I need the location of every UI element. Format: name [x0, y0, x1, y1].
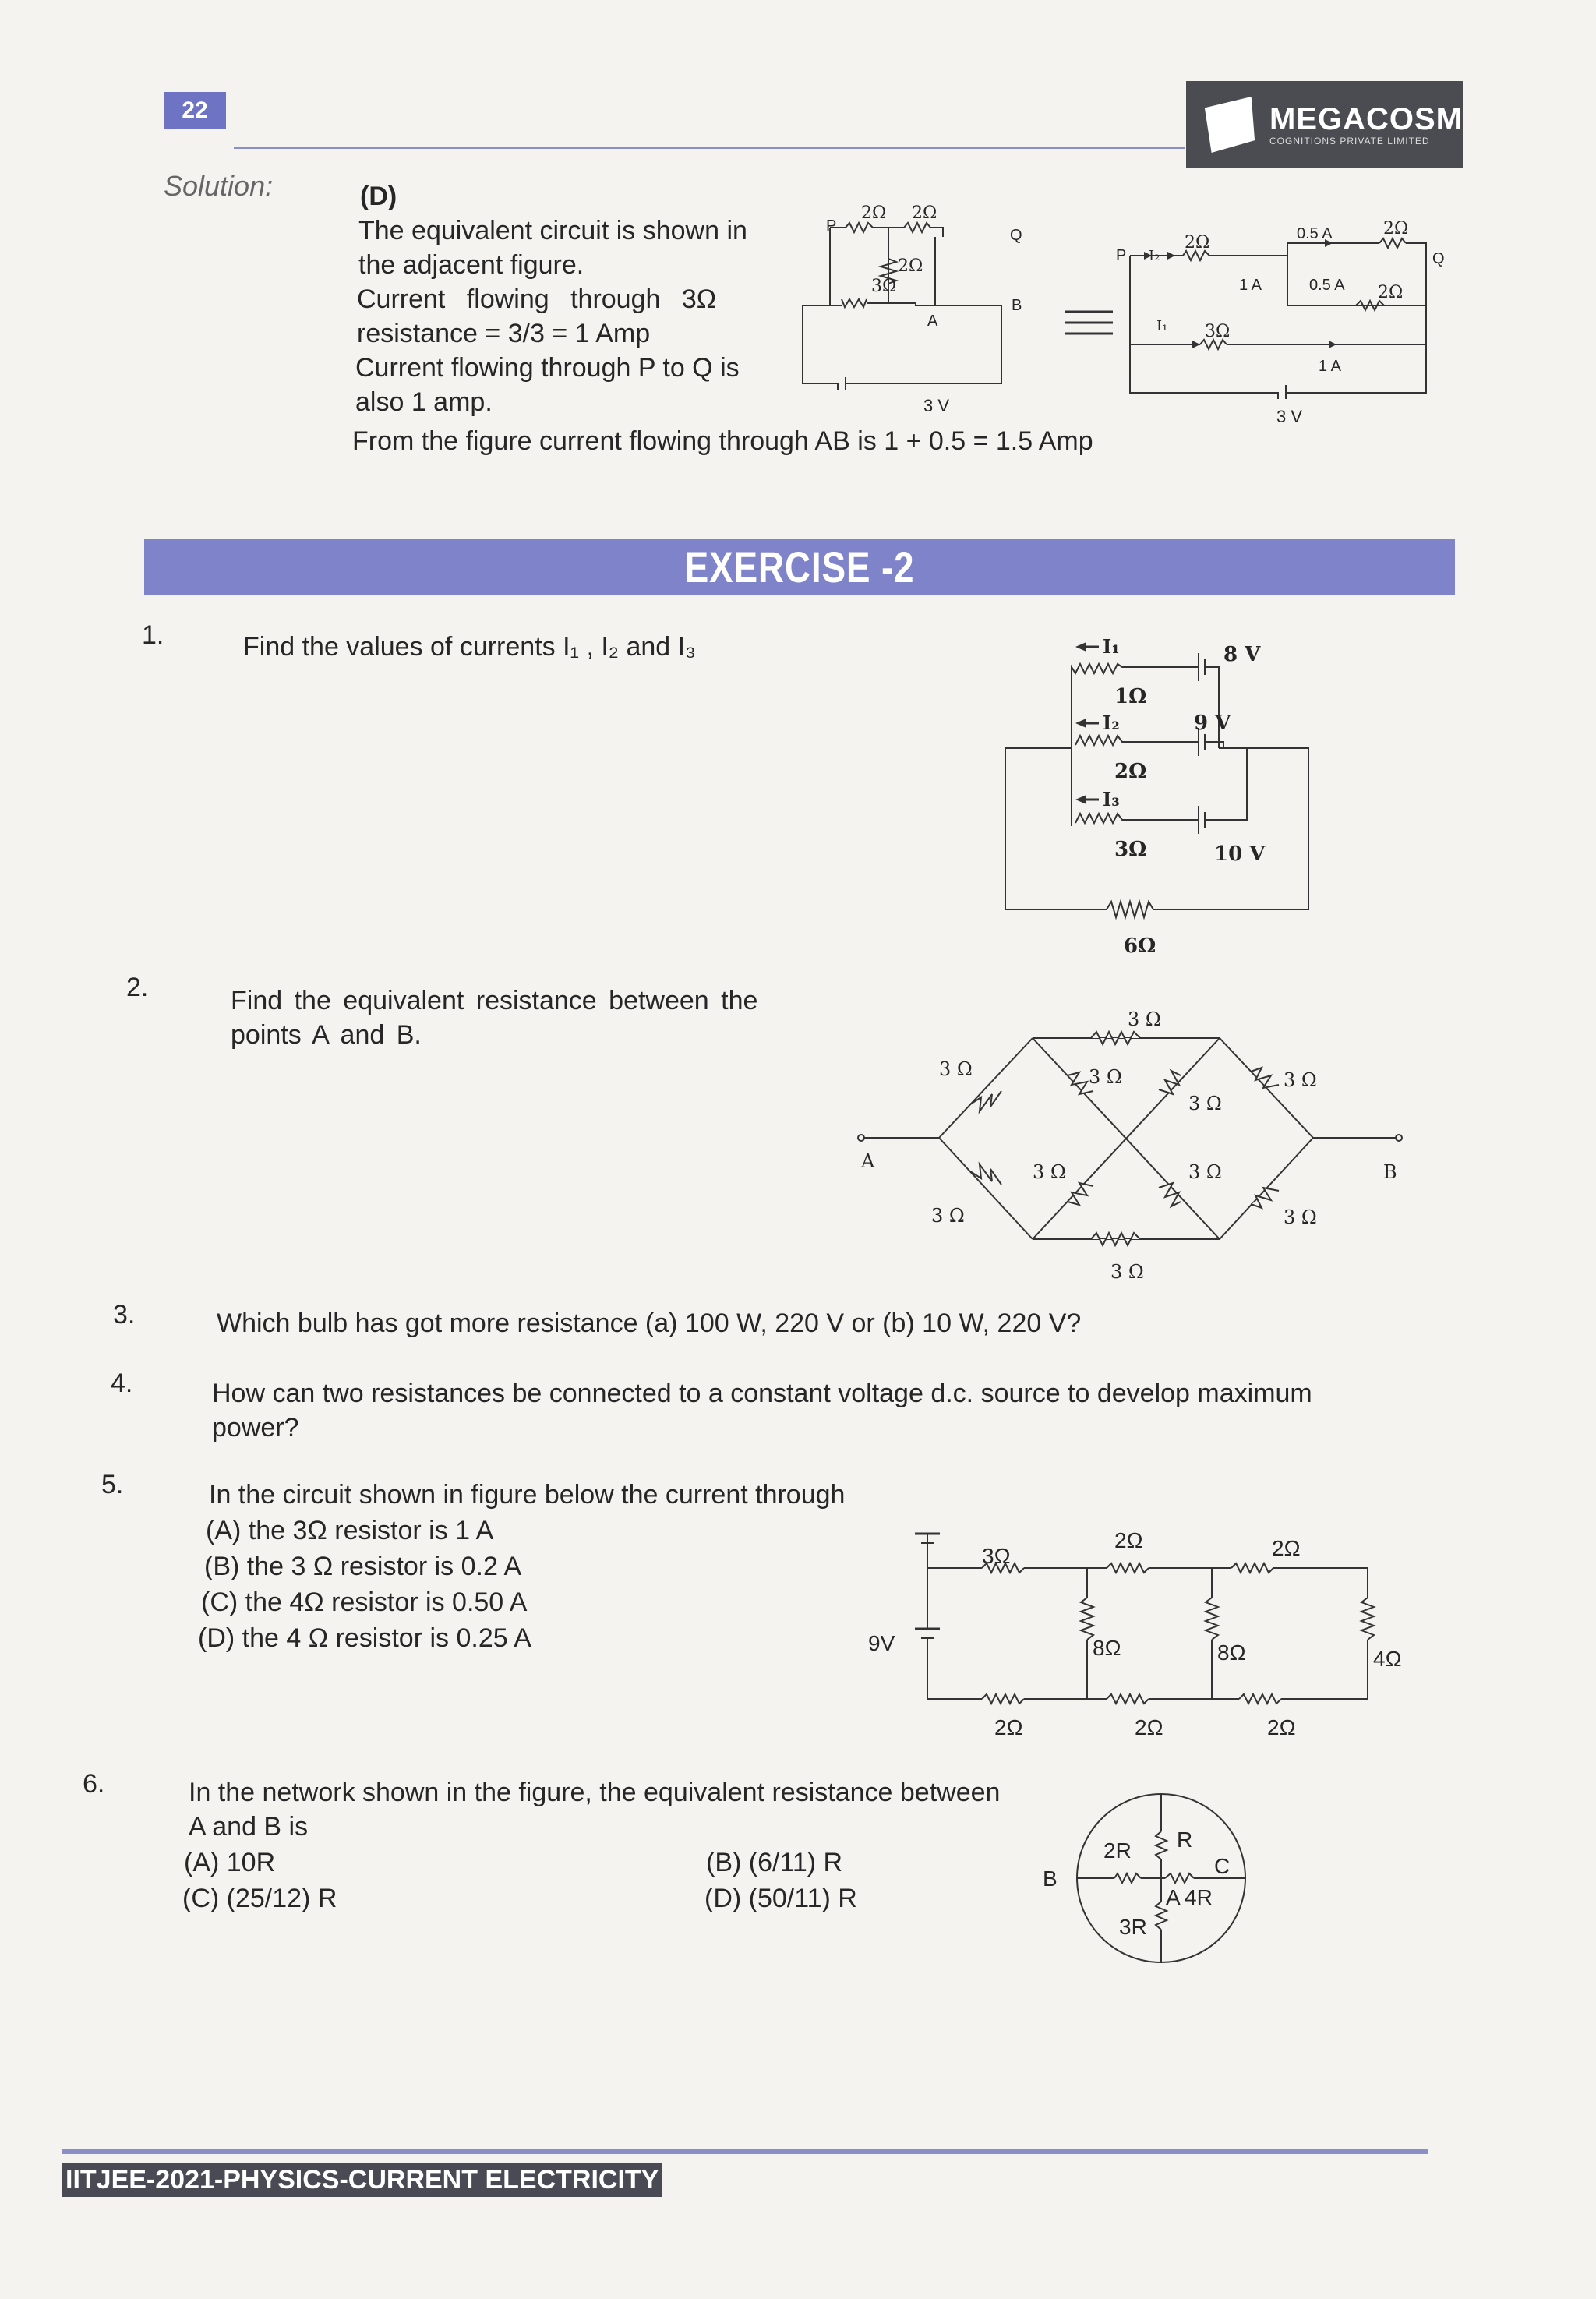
question-1-text: Find the values of currents I₁ , I₂ and I₃ [243, 632, 696, 662]
fig2-resistor-label: 2Ω [1383, 219, 1409, 238]
option: (C) the 4Ω resistor is 0.50 A [201, 1587, 528, 1617]
question-number: 2. [126, 973, 149, 1002]
fig2-current-label: 0.5 A [1309, 277, 1345, 294]
question-6-text: In the network shown in the figure, the equivalent resistance between A and B is [189, 1778, 1001, 1842]
q6-resistor-label: R [1177, 1828, 1193, 1852]
fig1-resistor-label: 3Ω [871, 277, 897, 296]
fig2-voltage: 3 V [1276, 407, 1303, 426]
q5-resistor-label: 2Ω [1267, 1715, 1296, 1739]
q1-voltage: 9 V [1194, 712, 1231, 735]
fig2-resistor-label: 2Ω [1378, 283, 1404, 302]
q6-point-a: A [1166, 1885, 1181, 1909]
exercise-title: EXERCISE -2 [684, 542, 915, 592]
q1-current-i1: I₁ [1103, 635, 1120, 658]
option: (C) (25/12) R [182, 1884, 337, 1913]
fig2-current-label: 0.5 A [1297, 225, 1333, 242]
question-1-circuit-figure [998, 633, 1309, 960]
question-5-text: In the circuit shown in figure below the current through [209, 1480, 846, 1510]
solution-circuit-figure-1 [787, 204, 1036, 413]
q1-resistor-label: 2Ω [1114, 760, 1147, 783]
option: (A) 10R [184, 1848, 276, 1877]
q6-resistor-label: 2R [1103, 1838, 1132, 1863]
q6-resistor-label: 3R [1119, 1915, 1147, 1939]
q5-resistor-label: 2Ω [1114, 1528, 1143, 1552]
option: (A) the 3Ω resistor is 1 A [206, 1516, 494, 1545]
solution-label: Solution: [164, 170, 274, 202]
footer-label: IITJEE-2021-PHYSICS-CURRENT ELECTRICITY [62, 2163, 662, 2197]
q2-resistor-label: 3 Ω [1188, 1093, 1222, 1114]
solution-line-2: the adjacent figure. [358, 250, 584, 280]
fig1-point-b: B [1012, 297, 1022, 314]
q5-voltage: 9V [868, 1631, 895, 1655]
fig1-resistor-label: 2Ω [898, 256, 923, 276]
fig2-resistor-label: 3Ω [1205, 322, 1231, 341]
q1-resistor-label: 3Ω [1114, 838, 1147, 861]
question-2-text: Find the equivalent resistance between the points A and B. [231, 986, 758, 1050]
question-5-circuit-figure [865, 1520, 1426, 1746]
q1-resistor-label: 6Ω [1124, 934, 1156, 958]
question-number: 6. [83, 1769, 105, 1799]
q6-point-c: C [1214, 1854, 1231, 1878]
footer-rule [62, 2149, 1428, 2154]
q2-resistor-label: 3 Ω [1110, 1261, 1144, 1283]
question-3-text: Which bulb has got more resistance (a) 100 W, 220 V or (b) 10 W, 220 V? [217, 1308, 1082, 1338]
q2-resistor-label: 3 Ω [1089, 1066, 1122, 1088]
q5-resistor-label: 3Ω [982, 1544, 1011, 1568]
fig2-resistor-label: 2Ω [1185, 233, 1210, 253]
q2-resistor-label: 3 Ω [939, 1058, 973, 1080]
fig1-voltage: 3 V [923, 396, 950, 413]
q1-voltage: 8 V [1223, 643, 1261, 666]
fig1-point-a: A [927, 313, 938, 330]
solution-line-5: Current flowing through P to Q is [355, 353, 740, 383]
q5-resistor-label: 2Ω [994, 1715, 1023, 1739]
fig1-point-p: P [826, 217, 837, 235]
question-number: 4. [111, 1368, 133, 1398]
fig2-point-q: Q [1432, 250, 1445, 267]
fig1-point-q: Q [1010, 227, 1022, 244]
q5-resistor-label: 4Ω [1373, 1647, 1402, 1671]
question-6-network-figure [1029, 1777, 1278, 1979]
q1-voltage: 10 V [1214, 842, 1266, 866]
option: (B) (6/11) R [706, 1848, 843, 1877]
q2-resistor-label: 3 Ω [1284, 1069, 1317, 1091]
question-number: 1. [142, 620, 164, 650]
brand-tagline: COGNITIONS PRIVATE LIMITED [1269, 136, 1430, 147]
brand-logo [1186, 81, 1463, 168]
q6-point-b: B [1043, 1866, 1058, 1891]
fig1-resistor-label: 2Ω [912, 204, 937, 223]
solution-answer: (D) [360, 182, 397, 211]
q2-resistor-label: 3 Ω [1033, 1161, 1066, 1183]
exercise-banner [144, 539, 1455, 595]
header-rule [234, 147, 1185, 149]
question-2-network-figure [846, 998, 1414, 1294]
megacosm-logo-icon [1200, 97, 1257, 153]
option: (D) (50/11) R [704, 1884, 857, 1913]
q1-current-i3: I₃ [1103, 788, 1120, 810]
fig2-current-label: 1 A [1319, 358, 1341, 375]
q1-resistor-label: 1Ω [1114, 685, 1147, 708]
brand-name: MEGACOSM [1269, 102, 1463, 136]
q2-point-a: A [861, 1150, 875, 1172]
q5-resistor-label: 2Ω [1135, 1715, 1163, 1739]
q6-resistor-label: 4R [1185, 1885, 1213, 1909]
q2-resistor-label: 3 Ω [931, 1205, 965, 1227]
solution-line-6: also 1 amp. [355, 387, 493, 417]
option: (B) the 3 Ω resistor is 0.2 A [204, 1552, 522, 1581]
solution-line-7: From the figure current flowing through AB is 1 + 0.5 = 1.5 Amp [352, 426, 1093, 456]
q1-current-i2: I₂ [1103, 712, 1120, 734]
q2-resistor-label: 3 Ω [1188, 1161, 1222, 1183]
fig2-point-p: P [1116, 247, 1127, 264]
fig2-current-label: 1 A [1239, 277, 1262, 294]
option: (D) the 4 Ω resistor is 0.25 A [198, 1623, 531, 1653]
solution-circuit-figure-2 [1107, 212, 1457, 427]
page-number: 22 [164, 92, 226, 129]
q2-point-b: B [1383, 1161, 1397, 1183]
question-4-text: How can two resistances be connected to a constant voltage d.c. source to develop maximum power? [212, 1379, 1312, 1443]
q5-resistor-label: 2Ω [1272, 1536, 1301, 1560]
solution-line-4: resistance = 3/3 = 1 Amp [357, 319, 651, 348]
q2-resistor-label: 3 Ω [1128, 1008, 1161, 1030]
q5-resistor-label: 8Ω [1093, 1636, 1121, 1660]
fig1-resistor-label: 2Ω [861, 204, 887, 223]
solution-line-3: Current flowing through 3Ω [357, 284, 717, 314]
solution-line-1: The equivalent circuit is shown in [358, 216, 747, 245]
q2-resistor-label: 3 Ω [1284, 1206, 1317, 1228]
q5-resistor-label: 8Ω [1217, 1640, 1246, 1665]
question-number: 3. [113, 1300, 136, 1330]
fig2-current-i2: I₂ [1149, 248, 1160, 264]
question-number: 5. [101, 1470, 124, 1499]
fig2-current-i1: I₁ [1156, 318, 1168, 334]
